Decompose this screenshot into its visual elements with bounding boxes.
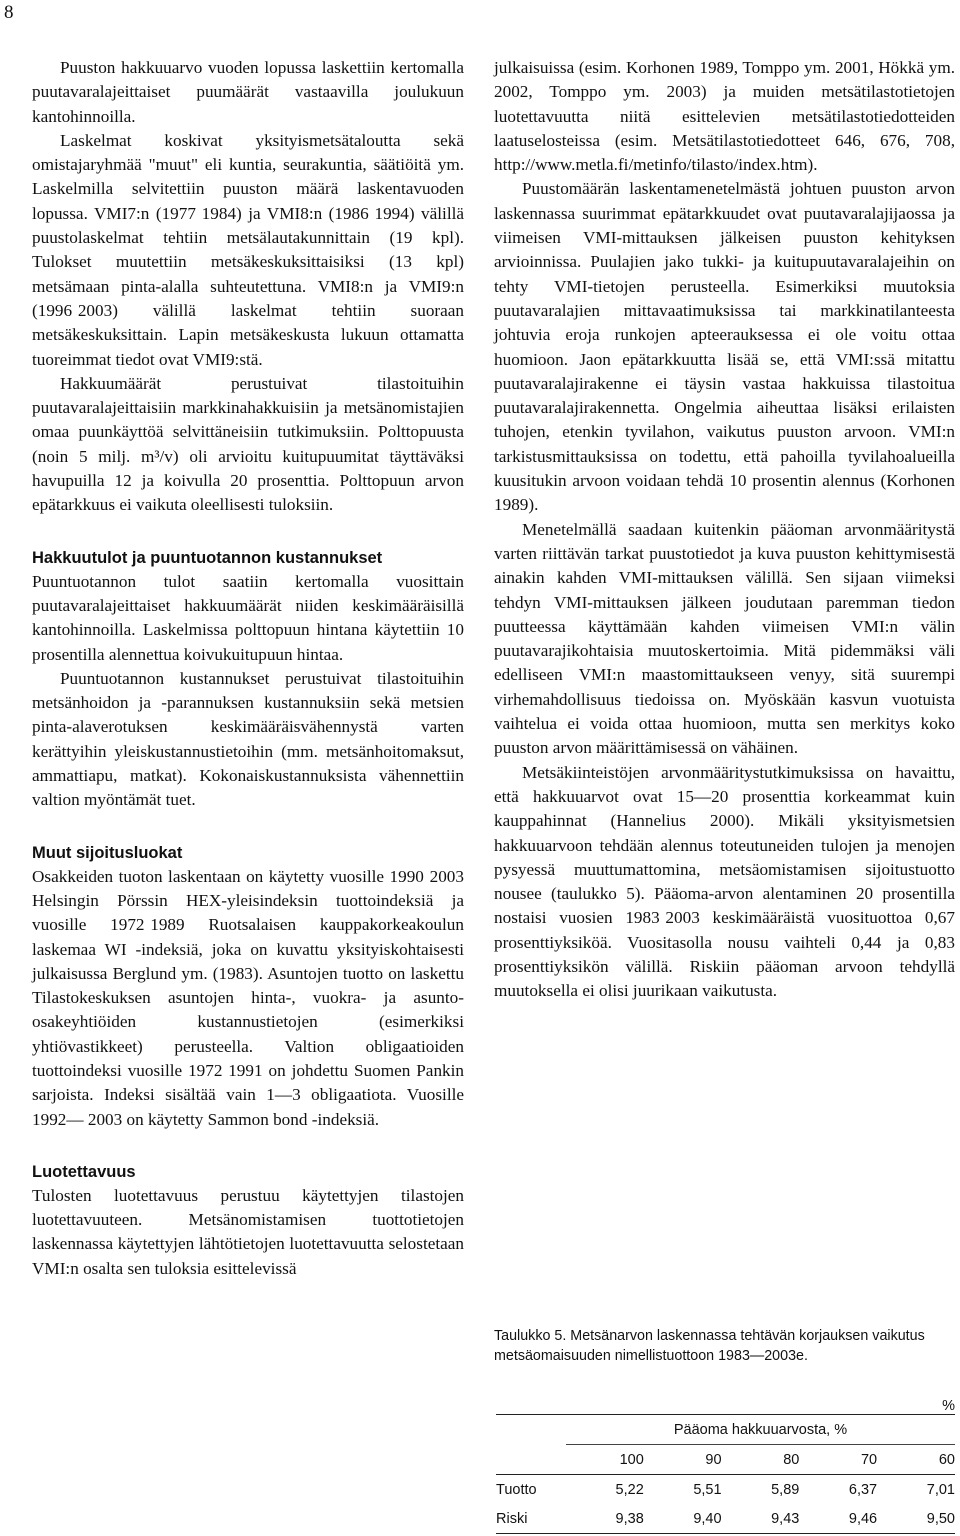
paragraph: Puuntuotannon kustannukset perustuivat tilastoituihin metsänhoidon ja -parannuksen kustannuksiin sekä metsien pinta-alaverotuksen keskimääräisvähennystä varten kerättyihin yleiskustannustietoihin (mm. metsänhoitomaksut, ammattiapu, matkat). Kokonaiskustannuksista vähennettiin valtion myöntämät tuet. xyxy=(32,668,464,810)
table-cell: 9,40 xyxy=(644,1504,722,1534)
table-row xyxy=(496,1475,955,1505)
table-group-header: Pääoma hakkuuarvosta, % xyxy=(566,1415,955,1445)
paragraph: Tulosten luotettavuus perustuu käytettyjen tilastojen luotettavuuteen. Metsänomistamisen tuottotietojen laskennassa käytettyjen lähtötietojen luotettavuutta selostetaan VMI:n osalta sen tuloksia esittelevissä xyxy=(32,1185,464,1278)
table-unit: % xyxy=(942,1398,955,1414)
page-number: 8 xyxy=(4,2,14,23)
paragraph: Menetelmällä saadaan kuitenkin pääoman arvonmääritystä varten riittävän tarkat puustotiedot ja kuva puuston kehittymisestä ainakin kahden VMI-mittauksen välillä. Sen sijaan viimeksi tehdyn VMI-mittauksen jälkeen joudutaan paremman tiedon puutteessa käyttämään kahden viimeisen VMI:n välin puutavarajikohtaisia muutoskertoimia. Mitä pidemmäksi väli edelliseen VMI:n maastomittaukseen venyy, sitä suurempi virhemahdollisuus tiedoissa on. Myöskään kasvun vuotuista vaihtelua ei voida ottaa huomioon, mutta sen merkitys koko puuston arvon määrittämisessä on vähäinen. xyxy=(494,519,955,758)
left-column xyxy=(32,56,464,1281)
paragraph: Puustomäärän laskentamenetelmästä johtuen puuston arvon laskennassa suurimmat epätarkkuudet ovat puutavaralajijaossa ja viimeisen VMI-mittauksen jälkeisen puuston kehityksen arvioinnissa. Puulajien jako tukki- ja kuitupuutavaralajeihin on tehty VMI-tietojen perusteella. Esimerkiksi muutoksia puutavaralajien mittavaatimuksissa tai markkinatilanteesta johtuvia eroja runkojen apteerauksessa ei ole voitu ottaa huomioon. Jaon epätarkkuutta lisää se, että VMI:ssä mitattu puutavaralajirakenne ei täysin vastaa hakkuissa tilastoitua puutavaralajirakennetta. Ongelmia aiheuttaa lisäksi erilaisten tuhojen, etenkin tyvilahon, vaikutus puuston arvoon. VMI:n tarkistusmittauksissa on todettu, että pahoilla tyvilahoalueilla kuusitukin arvoon voidaan tehdä 10 prosentin alennus (Korhonen 1989). xyxy=(494,179,955,515)
table-cell: 7,01 xyxy=(877,1475,955,1505)
row-label: Tuotto xyxy=(496,1475,566,1505)
paragraph: Laskelmat koskivat yksityismetsätaloutta sekä omistajaryhmää "muut" eli kuntia, seurakuntia, säätiöitä ym. Laskelmilla selvitettiin puuston määrä laskentavuoden lopussa. VMI7:n (1977 1984) ja VMI8:n (1986 1994) välillä puustolaskelmat tehtiin metsälautakunnittain (19 kpl). Tulokset muutettiin metsäkeskuksittaisiksi (13 kpl) metsämaan pinta-alalla suhteutettuna. VMI8:n ja VMI9:n (1996 2003) välillä laskelmat tehtiin suoraan metsäkeskuksittain. Lapin metsäkeskusta lukuun ottamatta tuoreimmat tiedot ovat VMI9:stä. xyxy=(32,130,464,369)
data-table xyxy=(496,1385,955,1534)
table-cell: 9,50 xyxy=(877,1504,955,1534)
table-column-header: 70 xyxy=(799,1445,877,1475)
table-cell: 5,51 xyxy=(644,1475,722,1505)
table-column-header: 60 xyxy=(877,1445,955,1475)
table-column-header: 90 xyxy=(644,1445,722,1475)
table-cell: 9,43 xyxy=(722,1504,800,1534)
section-heading: Muut sijoitusluokat xyxy=(32,843,183,862)
section-heading: Hakkuutulot ja puuntuotannon kustannukset xyxy=(32,548,383,567)
paragraph: julkaisuissa (esim. Korhonen 1989, Tomppo ym. 2001, Hökkä ym. 2002, Tomppo ym. 2003) ja muiden metsätilastotietojen luotettavuutta niitä esittelevien metsätilastotiedotteiden laatuselosteissa (esim. Metsätilastotiedotteet 646, 676, 708, http://www.metla.fi/metinfo/tilasto/index.htm). xyxy=(494,58,955,175)
paragraph: Metsäkiinteistöjen arvonmääritystutkimuksissa on havaittu, että hakkuuarvot ovat 15—20 prosenttia korkeammat kuin kauppahinnat (Hannelius 2000). Mikäli yksityismetsien hakkuuarvoon tehdään alennus toteutuneiden tulojen ja menojen pysyessä muuttumattomina, metsäomistamisen sijoitustuotto nousee (taulukko 5). Pääoma-arvon alentaminen 20 prosentilla nostaisi vuosien 1983 2003 keskimääräistä vuosituottoa 0,67 prosenttiyksiköä. Vuositasolla nousu vaihteli 0,44 ja 0,83 prosenttiyksikön välillä. Riskiin pääoman arvoon tehdyllä muutoksella ei olisi juurikaan vaikutusta. xyxy=(494,762,955,1001)
table-column-header: 100 xyxy=(566,1445,644,1475)
paragraph: Puuntuotannon tulot saatiin kertomalla vuosittain puutavaralajeittaiset hakkuumäärät niiden keskimääräisillä kantohinnoilla. Laskelmissa polttopuun hintana käytettiin 10 prosentilla alennettua koivukuitupuun hintaa. xyxy=(32,571,464,664)
table-cell: 9,38 xyxy=(566,1504,644,1534)
table-cell: 9,46 xyxy=(799,1504,877,1534)
table-cell: 5,22 xyxy=(566,1475,644,1505)
table-row xyxy=(496,1504,955,1534)
table-column-header: 80 xyxy=(722,1445,800,1475)
paragraph: Hakkuumäärät perustuivat tilastoituihin puutavaralajeittaisiin markkinahakkuisiin ja metsänomistajien omaa puunkäyttöä selvittäneisiin tutkimuksiin. Polttopuusta (noin 5 milj. m³/v) oli arvioitu kuitupuumitat täyttäväksi havupuilla 12 ja koivulla 20 prosenttia. Polttopuun arvon epätarkkuus ei vaikuta oleellisesti tuloksiin. xyxy=(32,373,464,515)
right-column xyxy=(494,56,955,1004)
paragraph: Osakkeiden tuoton laskentaan on käytetty vuosille 1990 2003 Helsingin Pörssin HEX-yleisindeksin tuottoindeksiä ja vuosille 1972 1989 Ruotsalaisen kauppakorkeakoulun laskemaa WI -indeksiä, joka on kuvattu yksityiskohtaisesti julkaisussa Berglund ym. (1983). Asuntojen tuotto on laskettu Tilastokeskuksen asuntojen hinta-, vuokra- ja asunto-osakeyhtiöiden kustannustietojen (esimerkiksi yhtiövastikkeet) perusteella. Valtion obligaatioiden tuottoindeksi vuosille 1972 1991 on johdettu Suomen Pankin sarjoista. Indeksi sisältää vain 1—3 obligaatiota. Vuosille 1992— 2003 on käytetty Sammon bond -indeksiä. xyxy=(32,866,464,1129)
row-label: Riski xyxy=(496,1504,566,1534)
table-cell: 6,37 xyxy=(799,1475,877,1505)
table-caption: Taulukko 5. Metsänarvon laskennassa tehtävän korjauksen vaikutus metsäomaisuuden nimellistuottoon 1983—2003e. xyxy=(494,1328,925,1364)
table-cell: 5,89 xyxy=(722,1475,800,1505)
section-heading: Luotettavuus xyxy=(32,1162,136,1181)
paragraph: Puuston hakkuuarvo vuoden lopussa laskettiin kertomalla puutavaralajeittaiset puumäärät vastaavilla joulukuun kantohinnoilla. xyxy=(32,58,464,126)
